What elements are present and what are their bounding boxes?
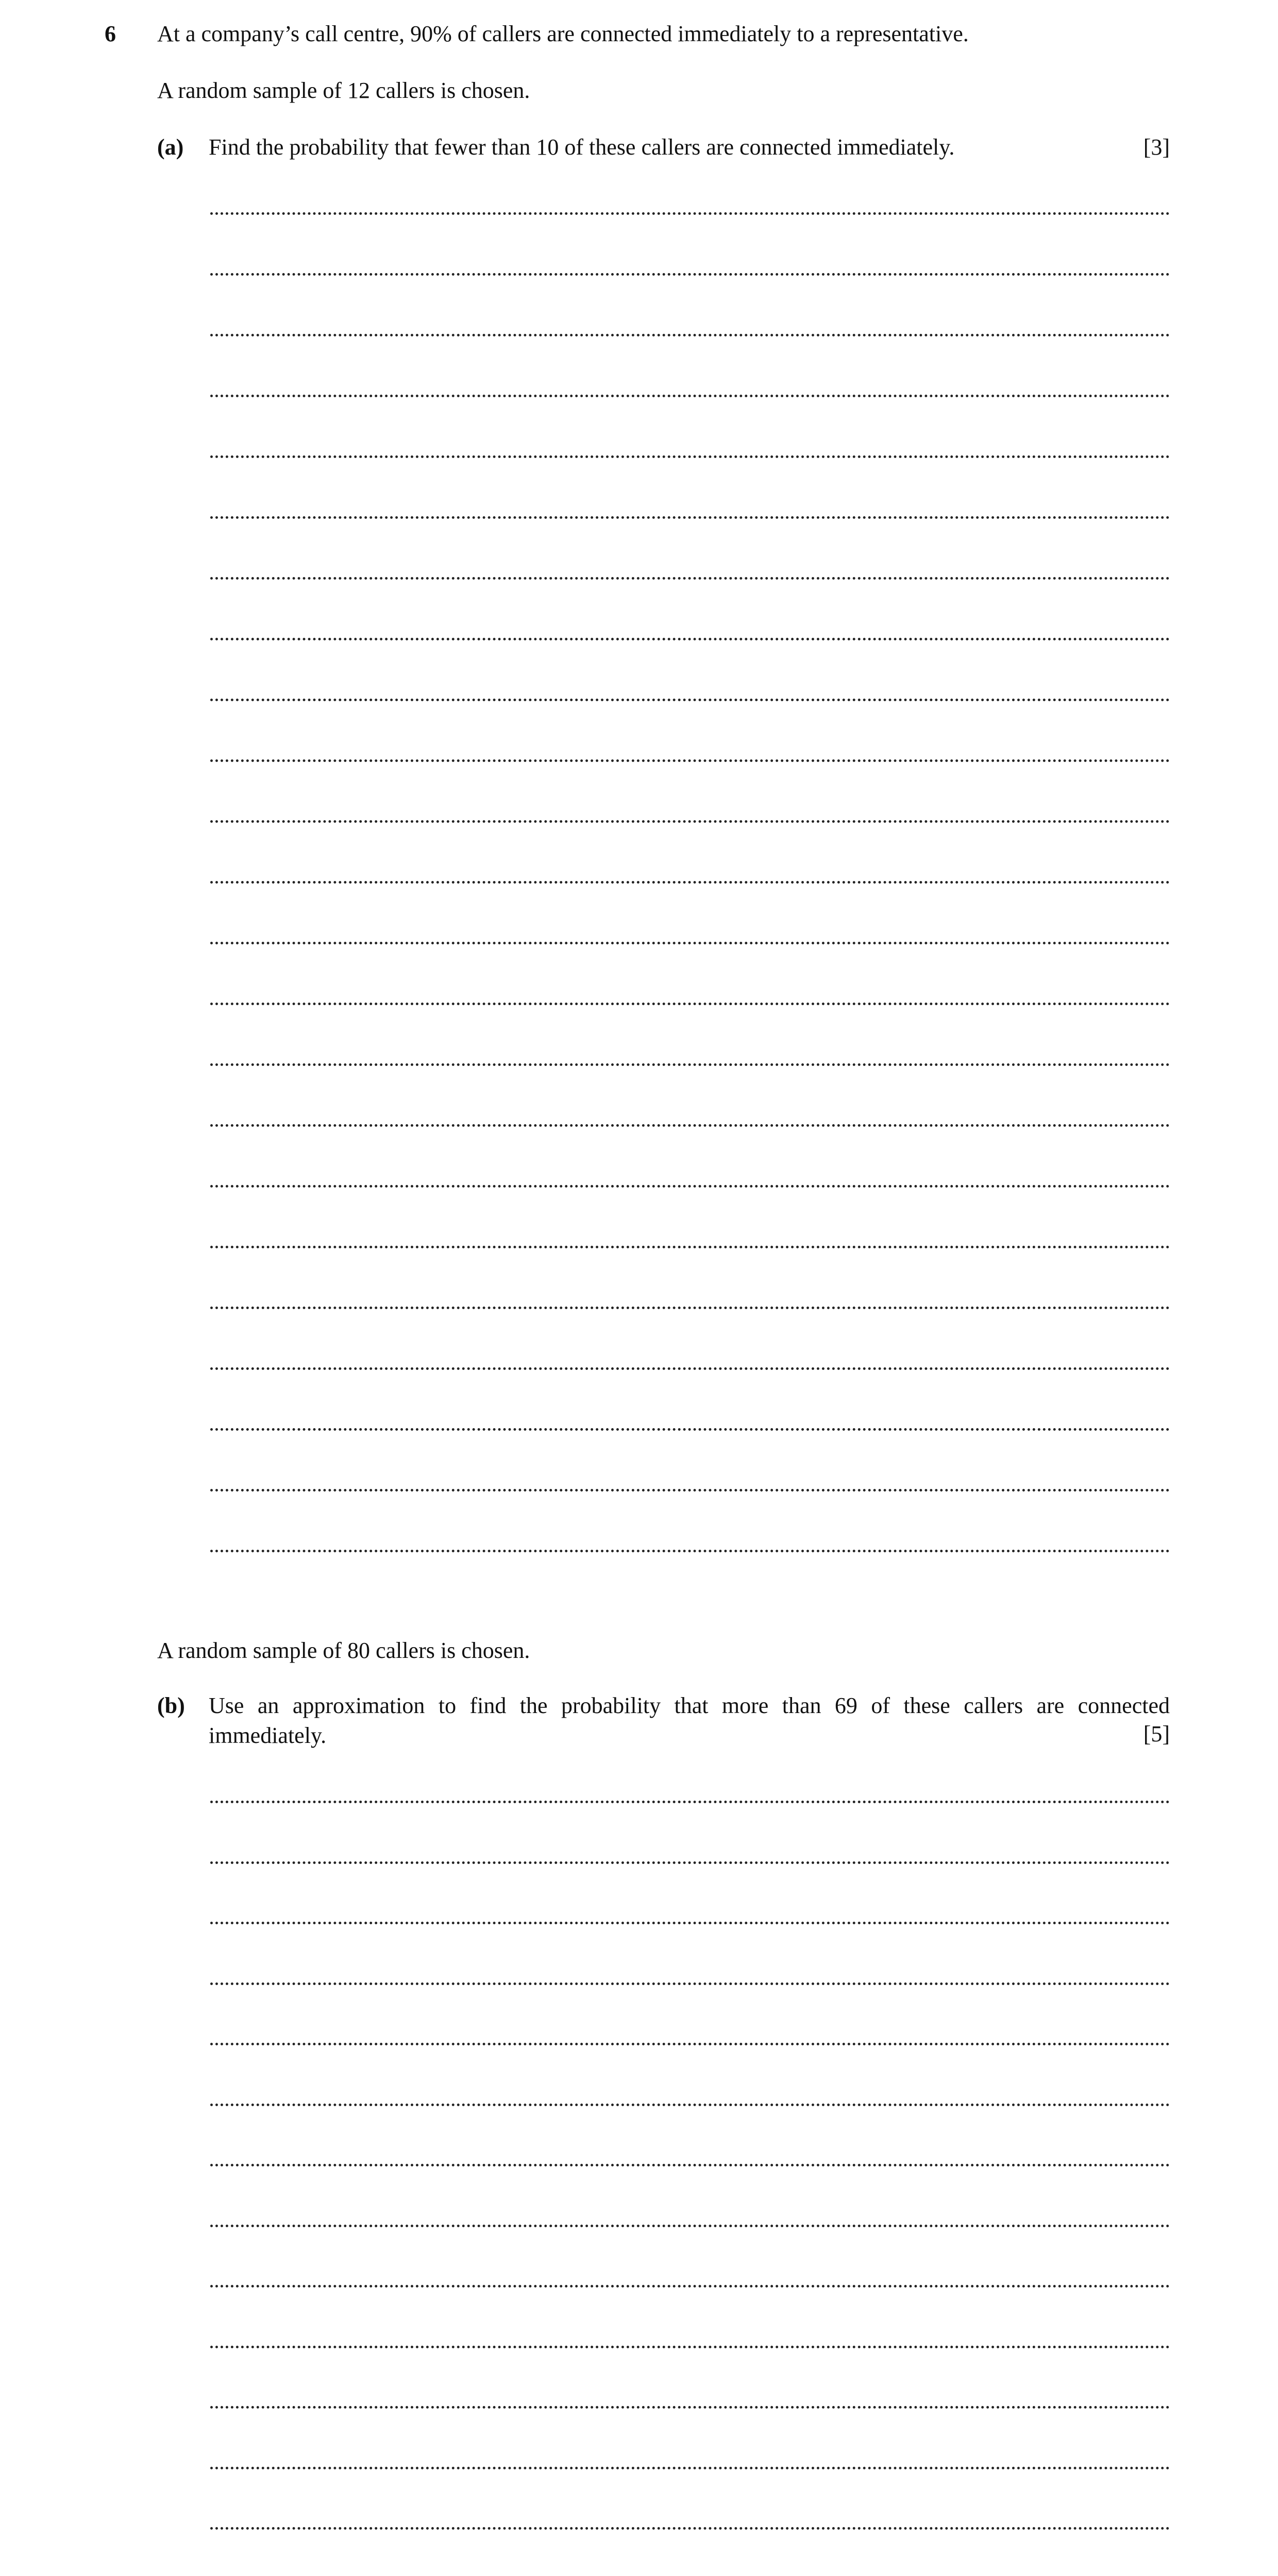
answer-line[interactable] [210, 2225, 1170, 2227]
part-a-question: Find the probability that fewer than 10 of these callers are connected immediately. [209, 134, 955, 160]
answer-line[interactable] [210, 942, 1170, 944]
answer-line[interactable] [210, 1124, 1170, 1127]
answer-line[interactable] [210, 212, 1170, 215]
answer-line[interactable] [210, 516, 1170, 519]
answer-line[interactable] [210, 759, 1170, 762]
answer-line[interactable] [210, 334, 1170, 336]
answer-line[interactable] [210, 1367, 1170, 1370]
part-a-marks: [3] [1143, 134, 1170, 160]
answer-line[interactable] [210, 455, 1170, 458]
answer-line[interactable] [210, 638, 1170, 640]
answer-line[interactable] [210, 1861, 1170, 1864]
answer-line[interactable] [210, 2164, 1170, 2166]
part-b-label: (b) [157, 1693, 185, 1718]
question-intro: At a company’s call centre, 90% of callers are connected immediately to a representative. [157, 21, 969, 46]
answer-line[interactable] [210, 1246, 1170, 1248]
answer-line[interactable] [210, 2104, 1170, 2106]
answer-line[interactable] [210, 1185, 1170, 1188]
question-number: 6 [105, 21, 116, 46]
answer-line[interactable] [210, 2467, 1170, 2469]
answer-line[interactable] [210, 820, 1170, 823]
answer-line[interactable] [210, 1003, 1170, 1005]
answer-line[interactable] [210, 1550, 1170, 1552]
answer-line[interactable] [210, 395, 1170, 397]
answer-line[interactable] [210, 577, 1170, 580]
answer-line[interactable] [210, 1982, 1170, 1985]
answer-line[interactable] [210, 1428, 1170, 1431]
sample-statement-b: A random sample of 80 callers is chosen. [157, 1638, 530, 1663]
sample-statement-a: A random sample of 12 callers is chosen. [157, 78, 530, 103]
answer-line[interactable] [210, 2285, 1170, 2287]
answer-line[interactable] [210, 273, 1170, 276]
answer-line[interactable] [210, 1063, 1170, 1066]
answer-line[interactable] [210, 1801, 1170, 1803]
part-b-question-line1: Use an approximation to find the probability that more than 69 of these callers are connected [209, 1693, 1170, 1718]
answer-line[interactable] [210, 699, 1170, 701]
answer-line[interactable] [210, 2527, 1170, 2530]
answer-line[interactable] [210, 1489, 1170, 1492]
answer-line[interactable] [210, 881, 1170, 884]
answer-line[interactable] [210, 2043, 1170, 2045]
answer-line[interactable] [210, 2346, 1170, 2348]
answer-line[interactable] [210, 1922, 1170, 1924]
part-a-label: (a) [157, 134, 184, 160]
answer-line[interactable] [210, 2406, 1170, 2409]
answer-line[interactable] [210, 1307, 1170, 1309]
part-b-question-line2: immediately. [209, 1723, 327, 1748]
part-b-marks: [5] [1143, 1721, 1170, 1747]
